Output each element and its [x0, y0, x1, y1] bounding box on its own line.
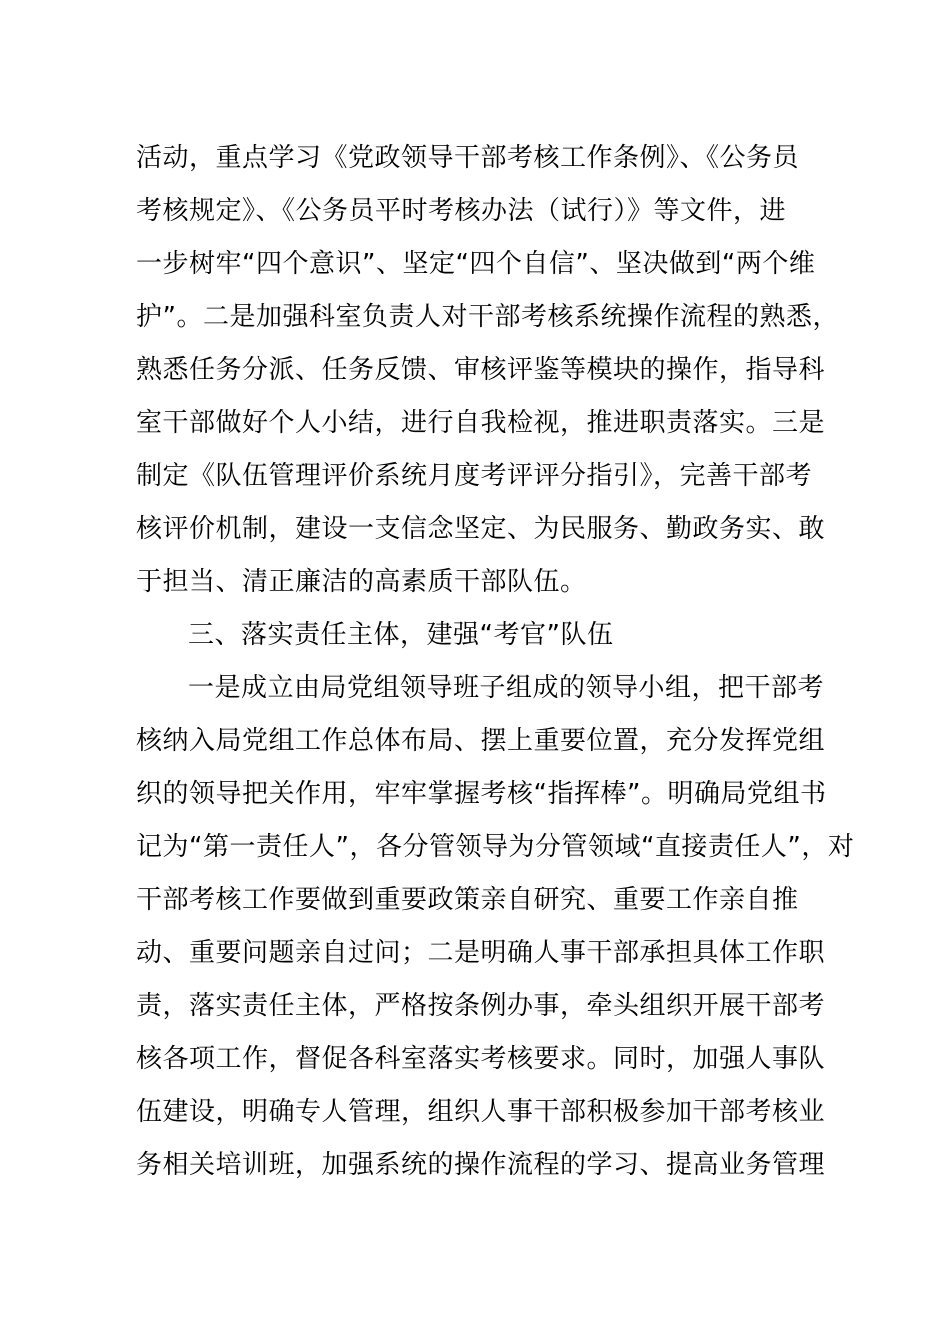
text-line: 动、重要问题亲自过问；二是明确人事干部承担具体工作职: [136, 938, 826, 968]
text-line: 于担当、清正廉洁的高素质干部队伍。: [136, 567, 587, 597]
text-line: 室干部做好个人小结，进行自我检视，推进职责落实。三是: [136, 408, 826, 438]
paragraph-first-line: 一是成立由局党组领导班子组成的领导小组，把干部考: [188, 673, 825, 703]
text-line: 制定《队伍管理评价系统月度考评评分指引》，完善干部考: [136, 461, 813, 491]
section-heading: 三、落实责任主体，建强“考官”队伍: [188, 620, 614, 650]
text-line: 记为“第一责任人”，各分管领导为分管领域“直接责任人”，对: [136, 832, 855, 862]
text-line: 干部考核工作要做到重要政策亲自研究、重要工作亲自推: [136, 885, 799, 915]
text-line: 核纳入局党组工作总体布局、摆上重要位置，充分发挥党组: [136, 726, 826, 756]
text-line: 伍建设，明确专人管理，组织人事干部积极参加干部考核业: [136, 1097, 826, 1127]
text-line: 核各项工作，督促各科室落实考核要求。同时，加强人事队: [136, 1044, 826, 1074]
text-line: 核评价机制，建设一支信念坚定、为民服务、勤政务实、敢: [136, 514, 826, 544]
text-line: 考核规定》、《公务员平时考核办法（试行）》等文件，进: [136, 196, 787, 226]
text-line: 活动，重点学习《党政领导干部考核工作条例》、《公务员: [136, 143, 800, 173]
text-line: 护”。二是加强科室负责人对干部考核系统操作流程的熟悉，: [136, 302, 839, 332]
text-line: 责，落实责任主体，严格按条例办事，牵头组织开展干部考: [136, 991, 826, 1021]
text-line: 熟悉任务分派、任务反馈、审核评鉴等模块的操作，指导科: [136, 355, 826, 385]
body-text: [136, 132, 855, 1192]
text-line: 务相关培训班，加强系统的操作流程的学习、提高业务管理: [136, 1150, 826, 1180]
text-line: 一步树牢“四个意识”、坚定“四个自信”、坚决做到“两个维: [136, 249, 816, 279]
text-line: 织的领导把关作用，牢牢掌握考核“指挥棒”。明确局党组书: [136, 779, 827, 809]
